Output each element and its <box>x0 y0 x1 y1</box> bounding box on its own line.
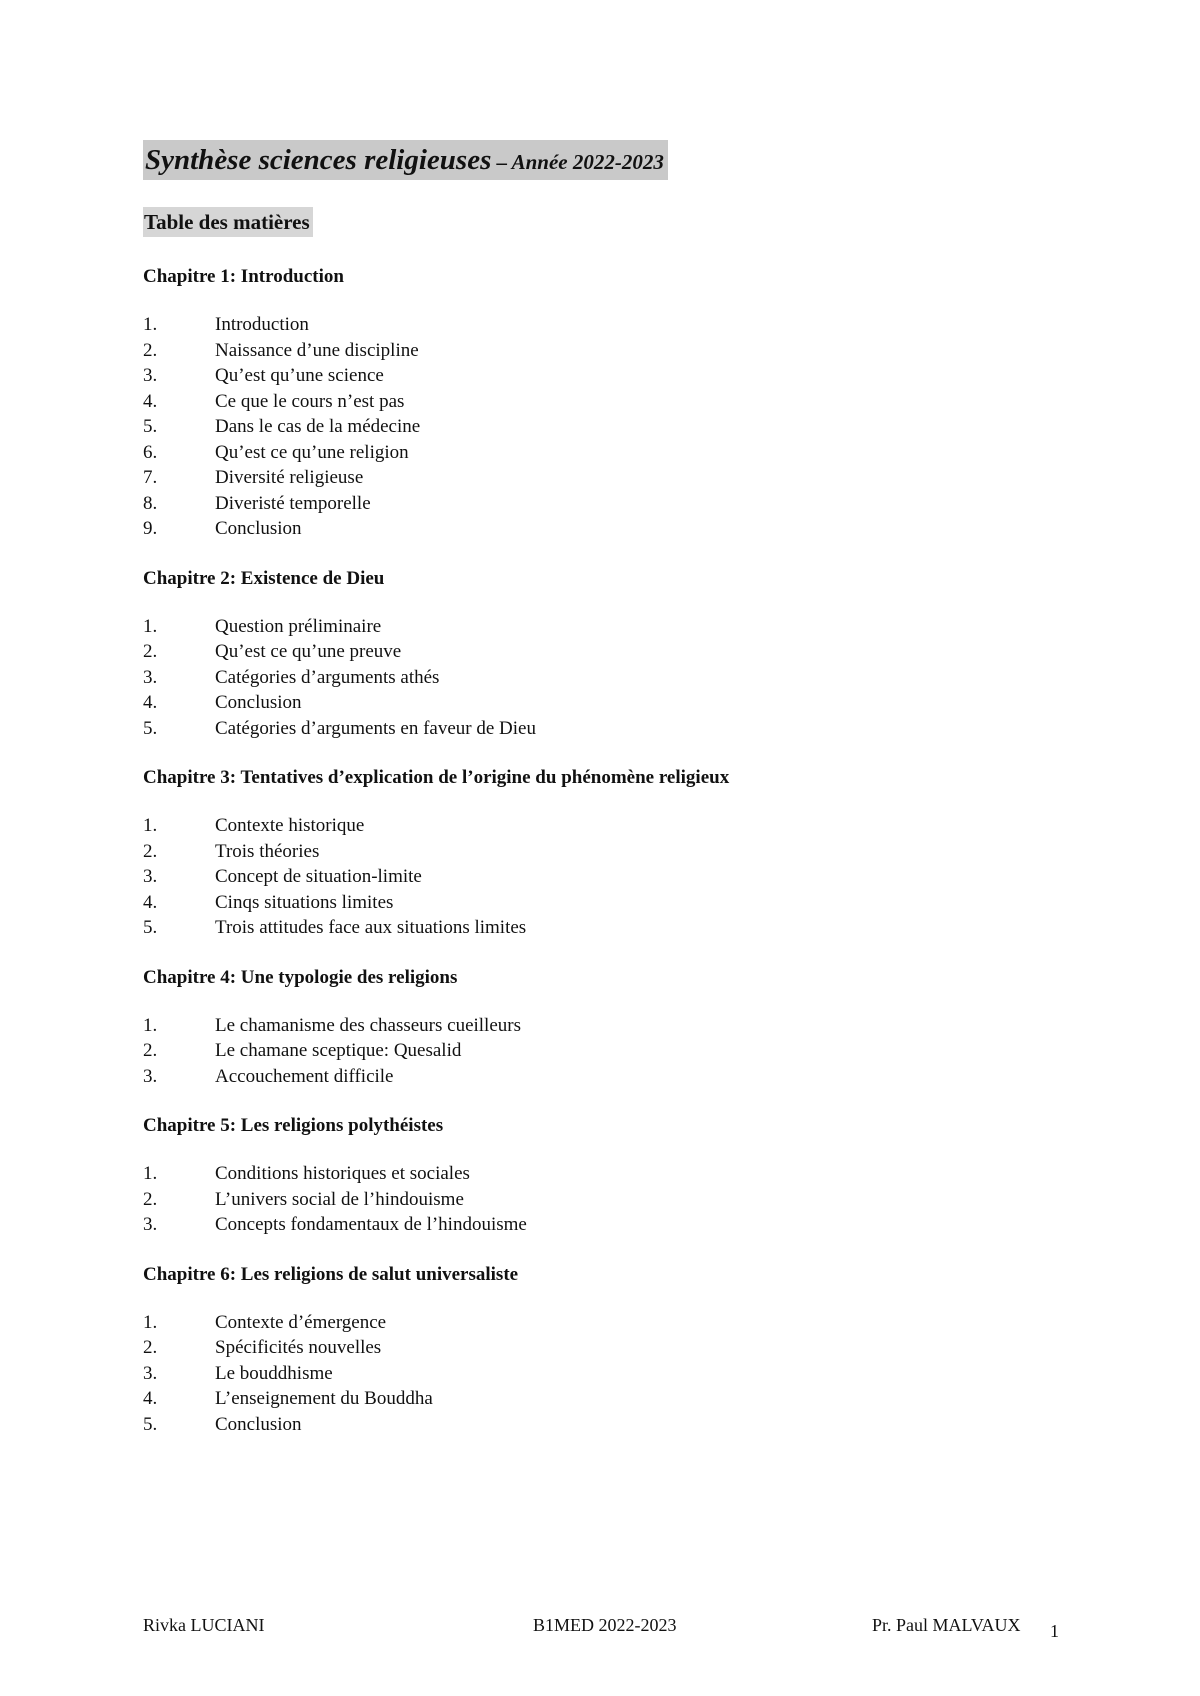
list-item <box>143 491 1143 517</box>
document-title-year: Année 2022-2023 <box>511 150 664 174</box>
list-item <box>143 690 1143 716</box>
document-title-main: Synthèse sciences religieuses <box>145 144 492 176</box>
item-label: L’enseignement du Bouddha <box>215 1388 433 1409</box>
item-number: 1. <box>143 615 158 637</box>
item-label: Conclusion <box>215 1413 302 1435</box>
toc-heading: Table des matières <box>143 207 313 237</box>
table-of-contents <box>143 262 1143 1459</box>
chapter-2 <box>143 564 1143 742</box>
list-item <box>143 1187 1143 1213</box>
list-item <box>143 614 1143 640</box>
item-number: 2. <box>143 339 158 361</box>
item-number: 3. <box>143 1362 158 1384</box>
list-item <box>143 665 1143 691</box>
chapter-title: Chapitre 5: Les religions polythéistes <box>143 1115 444 1136</box>
item-number: 4. <box>143 1388 158 1409</box>
item-label: Le chamane sceptique: Quesalid <box>215 1040 462 1061</box>
list-item <box>143 1412 1143 1438</box>
item-label: Catégories d’arguments en faveur de Dieu <box>215 717 536 739</box>
footer-course: B1MED 2022-2023 <box>533 1615 677 1635</box>
item-label: Spécificités nouvelles <box>215 1337 382 1358</box>
item-number: 7. <box>143 467 158 488</box>
document-title <box>143 140 668 180</box>
list-item <box>143 639 1143 665</box>
list-item <box>143 1212 1143 1238</box>
item-number: 2. <box>143 840 158 862</box>
page-number: 1 <box>1050 1621 1059 1641</box>
item-number: 2. <box>143 1040 158 1061</box>
list-item <box>143 813 1143 839</box>
item-number: 8. <box>143 492 158 514</box>
item-label: Qu’est qu’une science <box>215 365 384 386</box>
item-number: 5. <box>143 416 158 437</box>
item-label: Trois théories <box>215 840 320 862</box>
item-label: Diveristé temporelle <box>215 492 371 514</box>
item-number: 2. <box>143 641 158 662</box>
item-label: Qu’est ce qu’une preuve <box>215 641 402 662</box>
chapter-item-list <box>143 614 1143 742</box>
item-number: 1. <box>143 1163 158 1184</box>
list-item <box>143 440 1143 466</box>
item-label: Conditions historiques et sociales <box>215 1163 470 1184</box>
chapter-5 <box>143 1111 1143 1238</box>
item-number: 6. <box>143 441 158 463</box>
item-label: Concepts fondamentaux de l’hindouisme <box>215 1214 527 1235</box>
chapter-item-list <box>143 1310 1143 1438</box>
document-title-separator: – <box>491 150 512 174</box>
item-label: Dans le cas de la médecine <box>215 416 421 437</box>
item-number: 5. <box>143 717 158 739</box>
list-item <box>143 915 1143 941</box>
chapter-item-list <box>143 1161 1143 1238</box>
item-number: 4. <box>143 891 158 913</box>
list-item <box>143 1335 1143 1361</box>
list-item <box>143 338 1143 364</box>
list-item <box>143 839 1143 865</box>
item-number: 3. <box>143 1214 158 1235</box>
item-number: 3. <box>143 1065 158 1087</box>
chapter-item-list <box>143 813 1143 941</box>
item-number: 9. <box>143 518 158 539</box>
chapter-title: Chapitre 2: Existence de Dieu <box>143 567 385 589</box>
list-item <box>143 1310 1143 1336</box>
list-item <box>143 716 1143 742</box>
list-item <box>143 516 1143 542</box>
list-item <box>143 864 1143 890</box>
item-label: Diversité religieuse <box>215 467 364 488</box>
item-label: Cinqs situations limites <box>215 891 394 913</box>
item-label: Catégories d’arguments athés <box>215 666 440 688</box>
chapter-title: Chapitre 3: Tentatives d’explication de l’origine du phénomène religieux <box>143 767 730 788</box>
item-label: Ce que le cours n’est pas <box>215 390 405 412</box>
list-item <box>143 1161 1143 1187</box>
item-number: 1. <box>143 314 158 335</box>
list-item <box>143 1386 1143 1412</box>
chapter-title: Chapitre 6: Les religions de salut universaliste <box>143 1263 519 1285</box>
item-label: Trois attitudes face aux situations limites <box>215 917 527 938</box>
item-number: 5. <box>143 917 158 938</box>
chapter-title: Chapitre 1: Introduction <box>143 266 344 287</box>
chapter-item-list <box>143 1013 1143 1090</box>
item-number: 5. <box>143 1413 158 1435</box>
chapter-4 <box>143 963 1143 1090</box>
item-number: 2. <box>143 1337 158 1358</box>
item-number: 4. <box>143 692 158 713</box>
footer-author: Rivka LUCIANI <box>143 1615 265 1635</box>
item-label: Le chamanisme des chasseurs cueilleurs <box>215 1014 521 1036</box>
item-label: Qu’est ce qu’une religion <box>215 441 409 463</box>
item-label: Conclusion <box>215 692 302 713</box>
chapter-item-list <box>143 312 1143 542</box>
list-item <box>143 414 1143 440</box>
item-label: Le bouddhisme <box>215 1362 333 1384</box>
item-number: 2. <box>143 1188 158 1210</box>
list-item <box>143 363 1143 389</box>
chapter-title: Chapitre 4: Une typologie des religions <box>143 966 458 988</box>
item-number: 4. <box>143 390 158 412</box>
item-label: L’univers social de l’hindouisme <box>215 1188 464 1210</box>
chapter-6 <box>143 1260 1143 1438</box>
item-label: Contexte historique <box>215 815 365 836</box>
list-item <box>143 1038 1143 1064</box>
footer-professor: Pr. Paul MALVAUX <box>872 1615 1021 1635</box>
item-number: 3. <box>143 866 158 887</box>
chapter-1 <box>143 262 1143 542</box>
page-footer <box>0 1610 1200 1640</box>
list-item <box>143 312 1143 338</box>
chapter-3 <box>143 763 1143 941</box>
item-label: Contexte d’émergence <box>215 1311 387 1333</box>
item-label: Question préliminaire <box>215 615 382 637</box>
list-item <box>143 1064 1143 1090</box>
item-number: 3. <box>143 666 158 688</box>
item-label: Accouchement difficile <box>215 1065 394 1087</box>
item-label: Introduction <box>215 314 309 335</box>
list-item <box>143 1013 1143 1039</box>
list-item <box>143 1361 1143 1387</box>
item-label: Conclusion <box>215 518 302 539</box>
item-label: Concept de situation-limite <box>215 866 422 887</box>
item-number: 1. <box>143 815 158 836</box>
item-number: 1. <box>143 1014 158 1036</box>
item-number: 1. <box>143 1311 158 1333</box>
list-item <box>143 465 1143 491</box>
item-number: 3. <box>143 365 158 386</box>
item-label: Naissance d’une discipline <box>215 339 419 361</box>
list-item <box>143 389 1143 415</box>
list-item <box>143 890 1143 916</box>
